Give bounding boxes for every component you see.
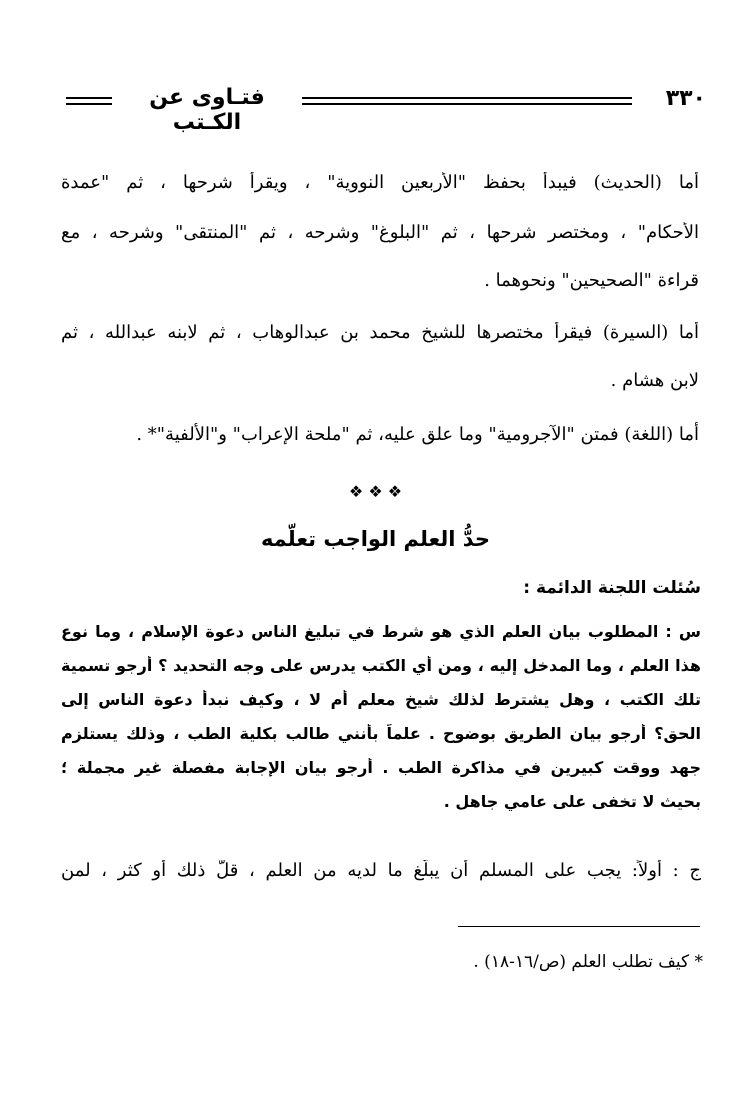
section-separator: ❖ ❖ ❖ bbox=[348, 482, 403, 501]
footnote-divider bbox=[458, 926, 700, 927]
section-title: حدُّ العلم الواجب تعلّمه bbox=[260, 527, 491, 551]
page-number: ٣٣٠ bbox=[665, 86, 706, 111]
question-line: س : المطلوب بيان العلم الذي هو شرط في تبليغ الناس دعوة الإسلام ، وما نوع bbox=[61, 622, 701, 641]
answer-line: ج : أولاً: يجب على المسلم أن يبلّغ ما لديه من العلم ، قلَّ ذلك أو كثر ، لمن bbox=[61, 860, 701, 881]
footnote: * كيف تطلب العلم (ص/١٦-١٨) . bbox=[473, 952, 703, 972]
paragraph-line: الأحكام" ، ومختصر شرحها ، ثم "البلوغ" وشرحه ، ثم "المنتقى" وشرحه ، مع bbox=[61, 222, 699, 243]
question-line: جهد ووقت كبيرين في مذاكرة الطب . أرجو بيان الإجابة مفصلة غير مجملة ؛ bbox=[61, 758, 701, 777]
paragraph-line: أما (الحديث) فيبدأ بحفظ "الأربعين النووية" ، ويقرأ شرحها ، ثم "عمدة bbox=[61, 172, 699, 193]
header-rule-left bbox=[66, 97, 112, 105]
paragraph-line: لابن هشام . bbox=[610, 370, 699, 391]
paragraph-line: أما (اللغة) فمتن "الآجرومية" وما علق عليه، ثم "ملحة الإعراب" و"الألفية"* . bbox=[136, 424, 699, 445]
header-rule-middle bbox=[302, 97, 632, 105]
question-line: الحق؟ أرجو بيان الطريق بوضوح . علماً بأنني طالب بكلية الطب ، وذلك يستلزم bbox=[61, 724, 701, 743]
question-line: بحيث لا تخفى على عامي جاهل . bbox=[443, 792, 701, 811]
asked-by-line: سُئلت اللجنة الدائمة : bbox=[523, 578, 701, 598]
paragraph-line: أما (السيرة) فيقرأ مختصرها للشيخ محمد بن عبدالوهاب ، ثم لابنه عبدالله ، ثم bbox=[61, 322, 699, 343]
paragraph-line: قراءة "الصحيحين" ونحوهما . bbox=[484, 270, 699, 291]
page-header bbox=[66, 85, 706, 135]
question-line: تلك الكتب ، وهل يشترط لذلك شيخ معلم أم لا ، وكيف نبدأ دعوة الناس إلى bbox=[61, 690, 701, 709]
book-title: فتـاوى عن الكـتب bbox=[149, 85, 265, 135]
question-line: هذا العلم ، وما المدخل إليه ، ومن أي الكتب يدرس على وجه التحديد ؟ أرجو تسمية bbox=[61, 656, 701, 675]
